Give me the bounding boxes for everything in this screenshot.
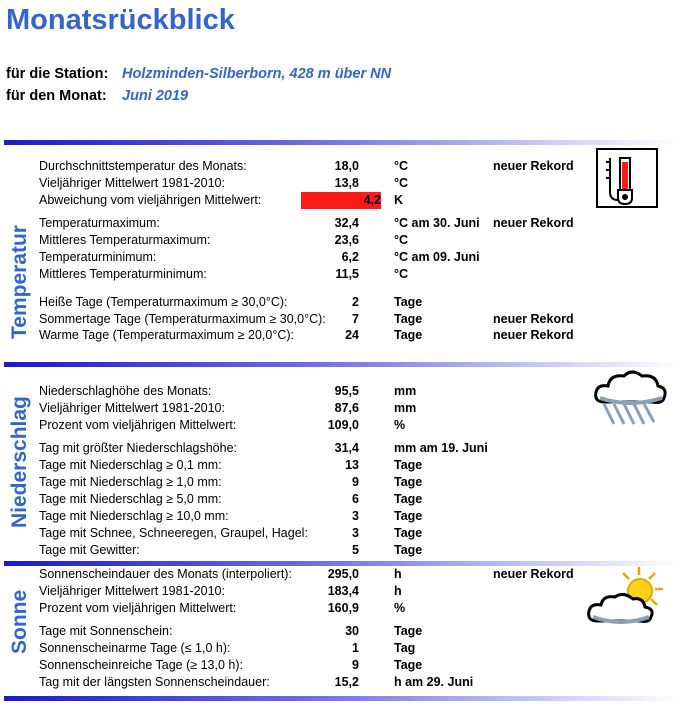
row-unit: mm	[394, 401, 417, 415]
row-unit: °C	[394, 159, 409, 173]
row-label: Tage mit Niederschlag ≥ 1,0 mm:	[39, 475, 222, 489]
row-value: 7	[352, 312, 359, 326]
row-note: neuer Rekord	[493, 216, 574, 230]
row-unit: °C	[394, 233, 409, 247]
row-label: Sonnenscheindauer des Monats (interpoliert):	[39, 567, 292, 581]
month-value: Juni 2019	[122, 88, 189, 104]
row-unit: °C	[394, 176, 409, 190]
separator-bar	[4, 362, 680, 367]
month-label: für den Monat:	[6, 88, 107, 104]
row-label: Prozent vom vieljährigen Mittelwert:	[39, 601, 237, 615]
row-value: 23,6	[334, 233, 359, 247]
sun-cloud-icon	[585, 565, 670, 635]
row-label: Sommertage Tage (Temperaturmaximum ≥ 30,0°C):	[39, 312, 326, 326]
separator-bar	[4, 696, 680, 701]
row-unit: K	[394, 193, 404, 207]
row-value: 6	[352, 492, 359, 506]
row-unit: Tag	[394, 641, 416, 655]
row-label: Heiße Tage (Temperaturmaximum ≥ 30,0°C):	[39, 295, 288, 309]
row-note: neuer Rekord	[493, 312, 574, 326]
row-unit: °C am 30. Juni	[394, 216, 480, 230]
row-value: 6,2	[341, 250, 359, 264]
row-value: 11,5	[335, 267, 359, 281]
row-value: 5	[352, 543, 359, 557]
row-label: Prozent vom vieljährigen Mittelwert:	[39, 418, 237, 432]
row-unit: Tage	[394, 492, 423, 506]
row-note: neuer Rekord	[493, 328, 574, 342]
page-title: Monatsrückblick	[6, 4, 235, 36]
row-label: Mittleres Temperaturmaximum:	[39, 233, 211, 247]
row-label: Tage mit Gewitter:	[39, 543, 140, 557]
row-value: 30	[345, 624, 359, 638]
row-label: Niederschlaghöhe des Monats:	[39, 384, 212, 398]
row-value: 2	[352, 295, 359, 309]
row-unit: Tage	[394, 458, 423, 472]
row-unit: h	[394, 584, 402, 598]
row-label: Mittleres Temperaturminimum:	[39, 267, 207, 281]
row-unit: Tage	[394, 658, 423, 672]
row-unit: Tage	[394, 624, 423, 638]
row-label: Abweichung vom vieljährigen Mittelwert:	[39, 193, 262, 207]
row-unit: Tage	[394, 328, 423, 342]
row-value: 31,4	[334, 441, 359, 455]
rain-cloud-icon	[590, 368, 670, 428]
section-label-niederschlag: Niederschlag	[8, 396, 31, 528]
deviation-highlight: 4,2	[301, 192, 381, 209]
row-value: 295,0	[327, 567, 359, 581]
row-unit: Tage	[394, 526, 423, 540]
section-label-temperatur: Temperatur	[8, 225, 31, 339]
row-label: Temperaturminimum:	[39, 250, 157, 264]
row-unit: Tage	[394, 312, 423, 326]
row-value: 3	[352, 509, 359, 523]
separator-bar	[4, 140, 680, 145]
row-label: Temperaturmaximum:	[39, 216, 160, 230]
row-label: Tage mit Schnee, Schneeregen, Graupel, Hagel:	[39, 526, 308, 540]
row-value: 1	[352, 641, 359, 655]
row-unit: Tage	[394, 543, 423, 557]
row-value: 18,0	[334, 159, 359, 173]
row-unit: mm	[394, 384, 417, 398]
row-unit: Tage	[394, 295, 423, 309]
row-label: Sonnenscheinreiche Tage (≥ 13,0 h):	[39, 658, 243, 672]
station-value: Holzminden-Silberborn, 428 m über NN	[122, 66, 392, 82]
row-unit: °C am 09. Juni	[394, 250, 480, 264]
row-value: 3	[352, 526, 359, 540]
row-label: Warme Tage (Temperaturmaximum ≥ 20,0°C):	[39, 328, 294, 342]
row-value: 13	[345, 458, 359, 472]
row-label: Tag mit größter Niederschlagshöhe:	[39, 441, 238, 455]
row-unit: °C	[394, 267, 409, 281]
row-unit: h	[394, 567, 402, 581]
row-unit: %	[394, 418, 406, 432]
row-unit: %	[394, 601, 406, 615]
station-label: für die Station:	[6, 66, 109, 82]
row-value: 9	[352, 475, 359, 489]
row-value: 32,4	[334, 216, 359, 230]
row-label: Vieljähriger Mittelwert 1981-2010:	[39, 176, 225, 190]
row-note: neuer Rekord	[493, 567, 574, 581]
row-unit: Tage	[394, 475, 423, 489]
row-unit: Tage	[394, 509, 423, 523]
row-value: 87,6	[334, 401, 359, 415]
row-label: Tag mit der längsten Sonnenscheindauer:	[39, 675, 270, 689]
row-label: Vieljähriger Mittelwert 1981-2010:	[39, 584, 225, 598]
row-label: Tage mit Sonnenschein:	[39, 624, 173, 638]
row-label: Vieljähriger Mittelwert 1981-2010:	[39, 401, 225, 415]
row-label: Sonnenscheinarme Tage (≤ 1,0 h):	[39, 641, 231, 655]
row-value: 24	[345, 328, 359, 342]
row-value: 15,2	[334, 675, 359, 689]
row-value: 183,4	[327, 584, 359, 598]
row-label: Durchschnittstemperatur des Monats:	[39, 159, 247, 173]
row-label: Tage mit Niederschlag ≥ 5,0 mm:	[39, 492, 222, 506]
row-note: neuer Rekord	[493, 159, 574, 173]
section-label-sonne: Sonne	[8, 589, 31, 655]
thermometer-icon	[596, 148, 658, 208]
row-value: 160,9	[327, 601, 359, 615]
row-unit: mm am 19. Juni	[394, 441, 488, 455]
row-label: Tage mit Niederschlag ≥ 10,0 mm:	[39, 509, 229, 523]
row-unit: h am 29. Juni	[394, 675, 474, 689]
row-label: Tage mit Niederschlag ≥ 0,1 mm:	[39, 458, 222, 472]
row-value: 109,0	[327, 418, 359, 432]
row-value: 95,5	[334, 384, 359, 398]
row-value: 9	[352, 658, 359, 672]
row-value: 13,8	[334, 176, 359, 190]
